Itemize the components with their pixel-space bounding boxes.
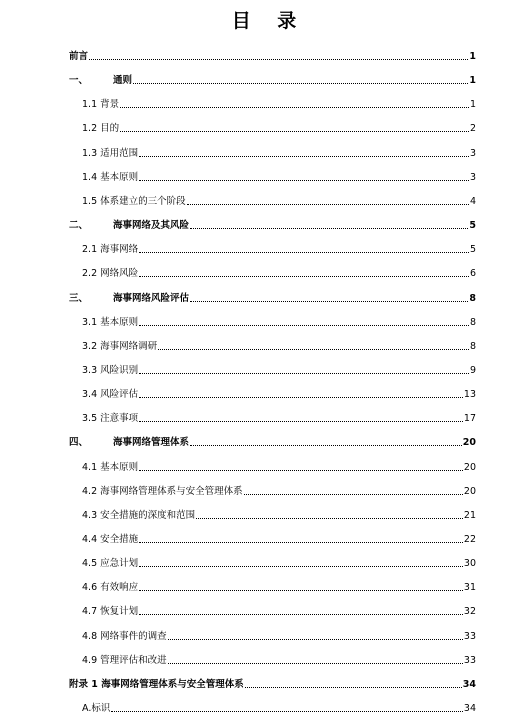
toc-entry-number: 3.3 [82, 364, 98, 376]
toc-entry-number: 四、 [69, 437, 89, 449]
toc-entry-number: 4.9 [82, 654, 98, 666]
toc-entry[interactable] [82, 240, 476, 256]
toc-entry-label: 注意事项 [100, 413, 139, 425]
toc-entry-label: 体系建立的三个阶段 [100, 195, 186, 207]
toc-entry-number: 1.4 [82, 171, 98, 183]
toc-entry-number: 3.2 [82, 340, 98, 352]
toc-entry-page-number: 21 [463, 509, 476, 521]
toc-dot-leader [139, 470, 463, 471]
toc-dot-leader [120, 107, 469, 108]
toc-entry[interactable] [82, 458, 476, 474]
toc-entry-number: 4.3 [82, 509, 98, 521]
toc-dot-leader [245, 687, 462, 688]
toc-dot-leader [139, 180, 469, 181]
toc-entry[interactable] [69, 675, 476, 691]
toc-entry-label: A.标识 [82, 703, 111, 715]
toc-entry-number: 3.5 [82, 413, 98, 425]
toc-entry-page-number: 33 [463, 654, 476, 666]
toc-dot-leader [89, 59, 468, 60]
toc-entry[interactable] [82, 192, 476, 208]
toc-dot-leader [168, 639, 463, 640]
toc-entry-label: 海事网络风险评估 [113, 292, 190, 304]
toc-entry-label: 安全措施的深度和范围 [100, 509, 196, 521]
toc-entry[interactable] [82, 264, 476, 280]
toc-entry-page-number: 4 [469, 195, 476, 207]
toc-entry-number: 1.5 [82, 195, 98, 207]
toc-entry-page-number: 8 [469, 292, 476, 304]
toc-dot-leader [139, 614, 463, 615]
toc-entry-page-number: 5 [469, 244, 476, 256]
toc-entry-page-number: 20 [463, 485, 476, 497]
toc-entry-number: 4.1 [82, 461, 98, 473]
toc-entry-label: 海事网络管理体系 [113, 437, 190, 449]
toc-entry-number: 2.1 [82, 244, 98, 256]
toc-entry-page-number: 20 [462, 437, 476, 449]
toc-entry-page-number: 17 [463, 413, 476, 425]
toc-entry-page-number: 34 [462, 678, 476, 690]
toc-dot-leader [139, 276, 469, 277]
toc-dot-leader [196, 518, 463, 519]
toc-entry-page-number: 1 [469, 51, 476, 62]
toc-entry-label: 海事网络 [100, 244, 139, 256]
toc-entry-label: 通则 [113, 75, 133, 87]
toc-entry[interactable] [82, 361, 476, 377]
toc-entry-page-number: 33 [463, 630, 476, 642]
toc-dot-leader [120, 131, 469, 132]
toc-entry-page-number: 13 [463, 389, 476, 401]
toc-dot-leader [139, 156, 469, 157]
toc-entry-page-number: 1 [469, 75, 476, 87]
toc-entry[interactable] [69, 289, 476, 305]
toc-entry-page-number: 5 [469, 220, 476, 232]
toc-entry-label: 有效响应 [100, 582, 139, 594]
toc-entry-label: 基本原则 [100, 316, 139, 328]
toc-entry[interactable] [82, 482, 476, 498]
toc-entry-page-number: 2 [469, 123, 476, 135]
toc-entry[interactable] [82, 337, 476, 353]
toc-entry-label: 风险评估 [100, 389, 139, 401]
toc-dot-leader [139, 566, 463, 567]
toc-entry[interactable] [82, 144, 476, 160]
toc-dot-leader [139, 397, 463, 398]
toc-dot-leader [187, 204, 469, 205]
toc-entry-page-number: 8 [469, 340, 476, 352]
toc-entry-label: 海事网络管理体系与安全管理体系 [100, 485, 243, 497]
toc-entry[interactable] [69, 71, 476, 87]
toc-entry-page-number: 32 [463, 606, 476, 618]
toc-dot-leader [133, 83, 468, 84]
toc-entry[interactable] [82, 313, 476, 329]
toc-entry-number: 4.2 [82, 485, 98, 497]
toc-entry-label: 管理评估和改进 [100, 654, 167, 666]
toc-entry[interactable] [69, 216, 476, 232]
toc-entry-label: 安全措施 [100, 534, 139, 545]
toc-entry-label: 基本原则 [100, 461, 139, 473]
toc-dot-leader [139, 252, 469, 253]
toc-entry-number: 4.6 [82, 582, 98, 594]
toc-dot-leader [244, 494, 463, 495]
toc-entry-number: 4.7 [82, 606, 98, 618]
toc-entry-page-number: 1 [469, 99, 476, 111]
toc-dot-leader [139, 542, 463, 543]
toc-entry-page-number: 3 [469, 147, 476, 159]
toc-entry-label: 前言 [69, 51, 89, 62]
toc-entry-number: 一、 [69, 75, 89, 87]
toc-dot-leader [139, 373, 469, 374]
toc-entry[interactable] [69, 47, 476, 63]
toc-entry-label: 适用范围 [100, 147, 139, 159]
toc-dot-leader [190, 228, 468, 229]
toc-entry-label: 网络事件的调查 [100, 630, 167, 642]
toc-dot-leader [158, 349, 469, 350]
toc-entry-page-number: 9 [469, 364, 476, 376]
toc-entry-label: 恢复计划 [100, 606, 139, 618]
toc-dot-leader [139, 590, 463, 591]
toc-entry-number: 4.8 [82, 630, 98, 642]
toc-entry-page-number: 30 [463, 558, 476, 570]
toc-entry-label: 基本原则 [100, 171, 139, 183]
toc-entry-number: 3.1 [82, 316, 98, 328]
toc-entry[interactable] [82, 95, 476, 111]
toc-entry-label: 海事网络及其风险 [113, 220, 190, 232]
toc-entry-number: 1.2 [82, 123, 98, 135]
toc-entry-number: 4.4 [82, 534, 98, 545]
toc-entry-number: 4.5 [82, 558, 98, 570]
toc-entry-page-number: 31 [463, 582, 476, 594]
toc-entry-number: 1.3 [82, 147, 98, 159]
toc-entry-number: 3.4 [82, 389, 98, 401]
toc-entry-label: 网络风险 [100, 268, 139, 280]
toc-entry-page-number: 20 [463, 461, 476, 473]
toc-entry[interactable] [82, 651, 476, 667]
toc-entry-label: 附录 1 海事网络管理体系与安全管理体系 [69, 678, 244, 690]
toc-entry[interactable] [82, 554, 476, 570]
toc-entry-number: 三、 [69, 292, 89, 304]
toc-entry[interactable] [82, 168, 476, 184]
toc-dot-leader [111, 711, 463, 712]
toc-entry[interactable] [82, 119, 476, 135]
toc-entry-number: 1.1 [82, 99, 98, 111]
toc-dot-leader [190, 445, 462, 446]
toc-entry[interactable] [82, 385, 476, 401]
toc-entry[interactable] [82, 409, 476, 425]
toc-dot-leader [139, 421, 463, 422]
toc-entry[interactable] [82, 578, 476, 594]
toc-entry[interactable] [82, 627, 476, 643]
toc-entry-label: 目的 [100, 123, 120, 135]
toc-entry-label: 应急计划 [100, 558, 139, 570]
toc-entry[interactable] [82, 602, 476, 618]
toc-entry-page-number: 6 [469, 268, 476, 280]
page-title: 目 录 [231, 10, 297, 32]
toc-entry-page-number: 22 [463, 534, 476, 545]
toc-entry-label: 风险识别 [100, 364, 139, 376]
toc-dot-leader [139, 325, 469, 326]
toc-entry-page-number: 8 [469, 316, 476, 328]
toc-entry-page-number: 34 [463, 703, 476, 715]
toc-entry-label: 海事网络调研 [100, 340, 158, 352]
toc-entry-number: 二、 [69, 220, 89, 232]
toc-entry-page-number: 3 [469, 171, 476, 183]
toc-entry[interactable] [82, 506, 476, 522]
toc-entry[interactable] [69, 433, 476, 449]
toc-entry-number: 2.2 [82, 268, 98, 280]
toc-dot-leader [190, 301, 468, 302]
toc-entry[interactable] [82, 530, 476, 546]
toc-entry[interactable] [82, 699, 476, 715]
toc-entry-label: 背景 [100, 99, 120, 111]
toc-dot-leader [168, 663, 463, 664]
